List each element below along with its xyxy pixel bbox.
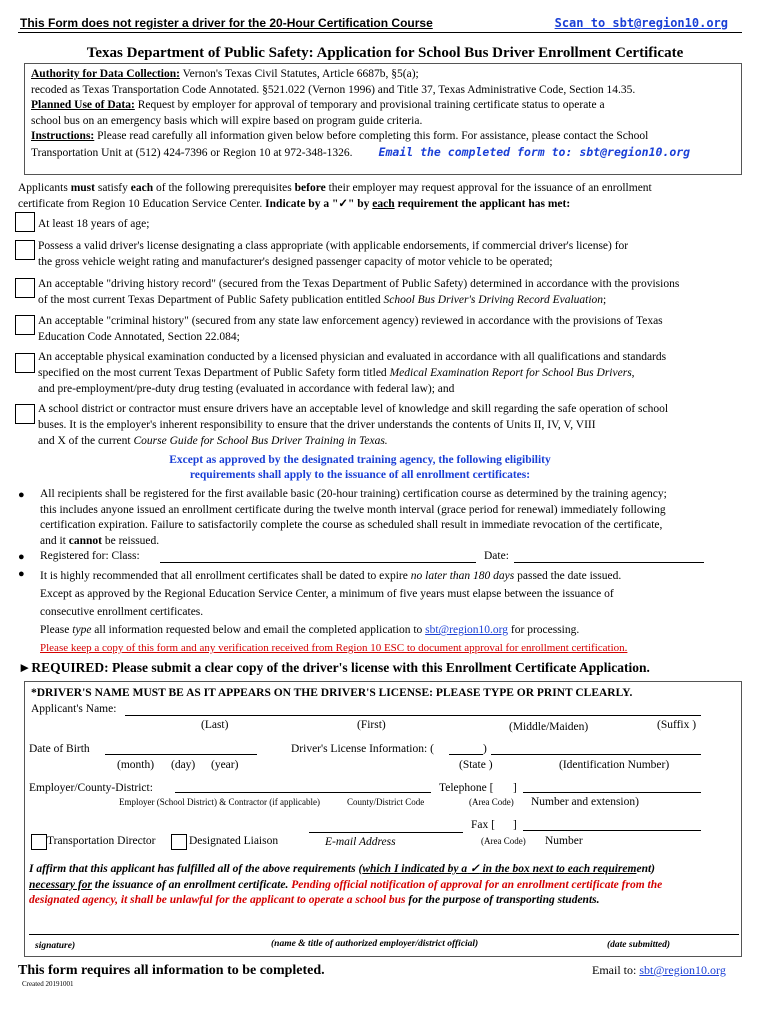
bullet-icon: ● xyxy=(18,489,25,501)
planned-use-text: Request by employer for approval of temporary and provisional training certificate status to operate a xyxy=(134,99,605,111)
keep-copy-note: Please keep a copy of this form and any verification received from Region 10 ESC to document approval for enrollment certification. xyxy=(40,642,628,654)
authority-label: Authority for Data Collection: xyxy=(31,68,180,80)
official-name-caption: (name & title of authorized employer/district official) xyxy=(271,939,479,949)
disclaimer-text: This Form does not register a driver for the 20-Hour Certification Course xyxy=(20,16,433,30)
footer-email: Email to: sbt@region10.org xyxy=(592,963,726,977)
fax-field[interactable] xyxy=(523,830,701,831)
planned-use-text-2: school bus on an emergency basis which will expire based on program guide criteria. xyxy=(31,114,423,127)
eligibility-heading: Except as approved by the designated training agency, the following eligibility requirements shall apply to the issuance of all enrollment certificates: xyxy=(169,454,551,481)
employer-field[interactable] xyxy=(175,792,431,793)
req-checkbox-driving-history[interactable] xyxy=(15,278,35,298)
applicant-name-label: Applicant's Name: xyxy=(31,703,117,715)
application-form xyxy=(24,681,742,957)
req-criminal-history: An acceptable "criminal history" (secured from any state law enforcement agency) reviewed in accordance with the provisions of Texas Education Code Annotated, Section 22.084; xyxy=(38,315,663,343)
fax-number-caption: Number xyxy=(545,835,583,847)
dl-state-field[interactable] xyxy=(449,754,483,755)
last-name-caption: (Last) xyxy=(201,719,229,731)
instructions-text-2: Transportation Unit at (512) 424-7396 or Region 10 at 972-348-1326. xyxy=(31,146,353,159)
required-heading: ►REQUIRED: Please submit a clear copy of the driver's license with this Enrollment Certificate Application. xyxy=(18,660,650,675)
req-license: Possess a valid driver's license designating a class appropriate (with applicable endorsements, if commercial driver's license) for the gross vehicle weight rating and manufacturer's designed passenger capacity of motor vehicle to be operated; xyxy=(38,240,629,268)
planned-use-label: Planned Use of Data: xyxy=(31,99,135,111)
scan-email-link[interactable]: Scan to sbt@region10.org xyxy=(554,16,728,30)
bullet-icon: ● xyxy=(18,568,25,580)
authority-box xyxy=(24,63,742,175)
transportation-director-checkbox[interactable] xyxy=(31,834,47,850)
month-caption: (month) xyxy=(117,759,155,771)
req-checkbox-license[interactable] xyxy=(15,240,35,260)
county-code-caption: County/District Code xyxy=(347,797,425,807)
req-knowledge: A school district or contractor must ensure drivers have an acceptable level of knowledge and skill regarding the safe operation of school buses. It is the employer's inherent responsibility to ensure that the driver understands the contents of Units II, IV, V, VIII and X of the current Course Guide for School Bus Driver Training in Texas. xyxy=(38,403,669,447)
registered-class-label: Registered for: Class: xyxy=(40,550,140,562)
suffix-caption: (Suffix ) xyxy=(657,719,697,731)
created-date: Created 20191001 xyxy=(22,980,74,988)
applicant-name-field[interactable] xyxy=(125,715,701,716)
req-physical: An acceptable physical examination conducted by a licensed physician and evaluated in accordance with all qualifications and standards specified on the most current Texas Department of Public Safety form titled Medical Examination Report for School Bus Drivers, and pre-employment/pre-duty drug testing (evaluated in accordance with federal law); and xyxy=(38,351,667,395)
affirmation-text: I affirm that this applicant has fulfilled all of the above requirements (which I indicated by a ✓ in the box next to each requirement) necessary for the issuance of an enrollment certificate. Pending official notification of approval for an enrollment certificate from the designated agency, it shall be unlawful for the applicant to operate a school bus for the purpose of transporting students. xyxy=(29,863,663,906)
id-number-caption: (Identification Number) xyxy=(559,759,670,771)
instructions-text: Please read carefully all information given below before completing this form. For assistance, please contact the School xyxy=(94,130,649,142)
top-banner xyxy=(18,15,742,33)
req-checkbox-physical[interactable] xyxy=(15,353,35,373)
dl-close-paren: ) xyxy=(483,743,487,755)
employer-label: Employer/County-District: xyxy=(29,782,153,794)
authority-text: Vernon's Texas Civil Statutes, Article 6687b, §5(a); xyxy=(179,68,419,80)
date-submitted-caption: (date submitted) xyxy=(607,940,671,950)
footer-email-link[interactable]: sbt@region10.org xyxy=(639,963,726,977)
authority-text-2: recoded as Texas Transportation Code Annotated. §521.022 (Vernon 1996) and Title 37, Texas Administrative Code, Section 14.35. xyxy=(31,83,636,96)
footer-requirement: This form requires all information to be completed. xyxy=(18,963,325,978)
req-checkbox-knowledge[interactable] xyxy=(15,404,35,424)
fax-label: Fax [ xyxy=(471,819,495,831)
registered-date-label: Date: xyxy=(484,550,509,562)
signature-line[interactable] xyxy=(29,934,739,935)
dob-label: Date of Birth xyxy=(29,743,90,755)
fax-close-bracket: ] xyxy=(513,819,517,831)
registration-date-field[interactable] xyxy=(514,562,704,563)
fax-area-code-caption: (Area Code) xyxy=(481,836,526,846)
page-title: Texas Department of Public Safety: Application for School Bus Driver Enrollment Certificate xyxy=(86,45,684,61)
email-link[interactable]: sbt@region10.org xyxy=(425,624,509,636)
instructions-label: Instructions: xyxy=(31,130,95,142)
designated-liaison-label: Designated Liaison xyxy=(189,835,279,847)
day-caption: (day) xyxy=(171,759,196,771)
number-ext-caption: Number and extension) xyxy=(531,796,639,808)
checkmark-icon: ✓ xyxy=(338,197,348,210)
bullet-icon: ● xyxy=(18,551,25,563)
employer-caption: Employer (School District) & Contractor (if applicable) xyxy=(119,797,320,807)
telephone-field[interactable] xyxy=(523,792,701,793)
telephone-label: Telephone [ xyxy=(439,782,494,794)
email-address-field[interactable] xyxy=(309,832,463,833)
checkmark-icon: ✓ xyxy=(467,863,480,875)
registered-for-row xyxy=(40,549,745,565)
bullet-recommendation: It is highly recommended that all enrollment certificates shall be dated to expire no later than 180 days passed the date issued. Except as approved by the Regional Education Service Center, a minimum of five years must elapse between the issuance of consecutive enrollment certificates. Please type all information requested below and email the completed application to sbt@region10.org for processing. Please keep a copy of this form and any verification received from Region 10 ESC to document approval for enrollment certification. xyxy=(40,567,745,657)
bullet-registration: All recipients shall be registered for the first available basic (20-hour training) certification course as determined by the training agency; this includes anyone issued an enrollment certificate during the twelve month interval (grace period for renewal) immediately following certification expiration. Failure to satisfactorily complete the course as scheduled shall result in immediate revocation of the certificate, and it cannot be reissued. xyxy=(40,488,667,547)
intro-paragraph: Applicants must satisfy each of the following prerequisites before their employer may request approval for the issuance of an enrollment certificate from Region 10 Education Service Center. Indicate by a "✓" by each requirement the applicant has met: xyxy=(18,182,652,210)
driver-name-note: *DRIVER'S NAME MUST BE AS IT APPEARS ON THE DRIVER'S LICENSE: PLEASE TYPE OR PRINT CLEARLY. xyxy=(31,687,633,699)
dl-label: Driver's License Information: ( xyxy=(291,743,434,755)
email-instruction[interactable]: Email the completed form to: sbt@region10.org xyxy=(378,144,691,159)
req-driving-history: An acceptable "driving history record" (secured from the Texas Department of Public Safety) determined in accordance with the provisions of the most current Texas Department of Public Safety publication entitled School Bus Driver's Driving Record Evaluation; xyxy=(38,278,680,306)
signature-caption: signature) xyxy=(35,941,76,951)
designated-liaison-checkbox[interactable] xyxy=(171,834,187,850)
email-address-caption: E-mail Address xyxy=(325,836,396,848)
req-checkbox-age[interactable] xyxy=(15,212,35,232)
req-age: At least 18 years of age; xyxy=(38,218,150,230)
tel-close-bracket: ] xyxy=(513,782,517,794)
dob-field[interactable] xyxy=(105,754,257,755)
middle-name-caption: (Middle/Maiden) xyxy=(509,721,589,733)
class-field[interactable] xyxy=(160,562,476,563)
dl-number-field[interactable] xyxy=(491,754,701,755)
year-caption: (year) xyxy=(211,759,239,771)
req-checkbox-criminal-history[interactable] xyxy=(15,315,35,335)
area-code-caption: (Area Code) xyxy=(469,797,514,807)
transportation-director-label: Transportation Director xyxy=(47,835,156,847)
first-name-caption: (First) xyxy=(357,719,386,731)
state-caption: (State ) xyxy=(459,759,493,771)
